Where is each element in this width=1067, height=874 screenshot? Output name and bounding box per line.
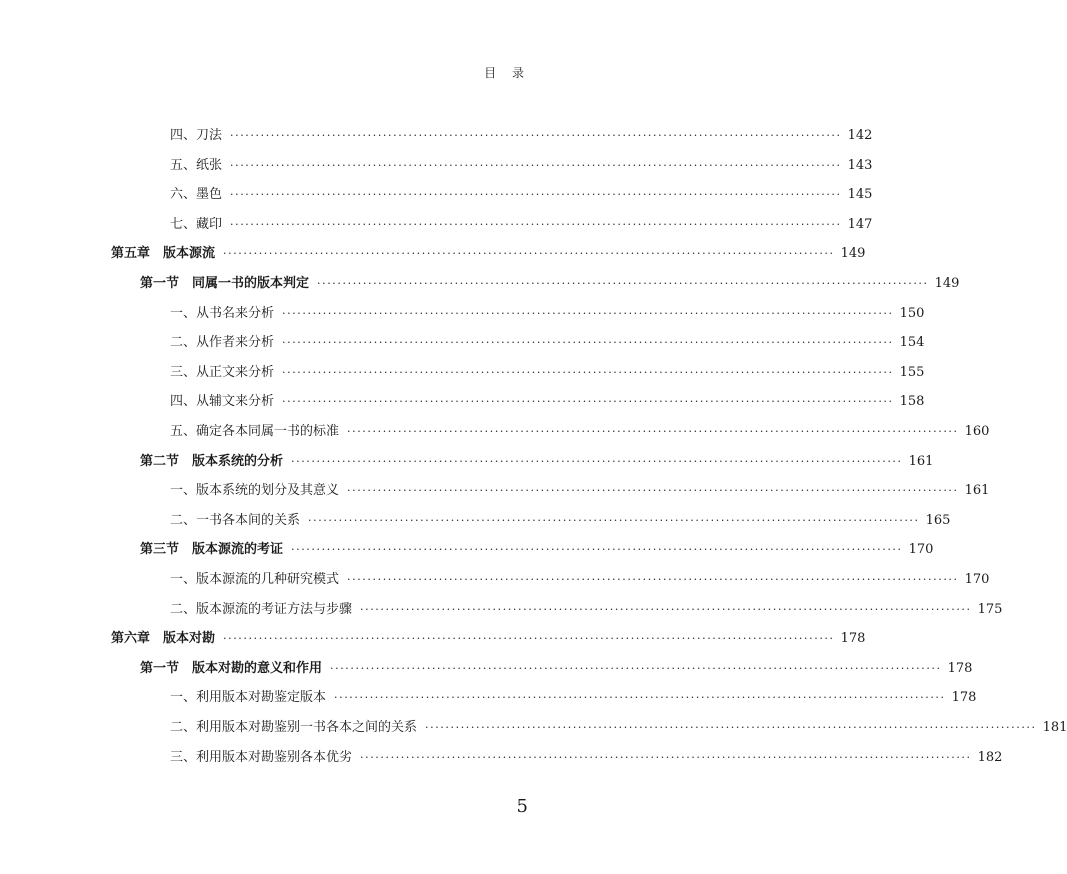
toc-entry-item xyxy=(0,481,990,501)
toc-entry-chapter xyxy=(0,244,866,264)
dot-leader: ························································································································ xyxy=(347,573,959,586)
toc-entry-item xyxy=(0,511,951,531)
toc-entry-label: 二、利用版本对勘鉴别一书各本之间的关系 xyxy=(170,720,418,735)
toc-entry-page: 149 xyxy=(934,276,960,291)
toc-entry-section xyxy=(0,274,960,294)
toc-entry-page: 175 xyxy=(977,601,1003,617)
toc-entry-item xyxy=(0,718,1067,738)
dot-leader: ························································································································ xyxy=(317,277,929,290)
toc-entry-label: 二、从作者来分析 xyxy=(170,335,275,351)
toc-entry-page: 161 xyxy=(908,453,934,469)
toc-entry-label: 第六章 版本对勘 xyxy=(111,631,216,647)
toc-entry-item xyxy=(0,126,873,146)
toc-entry-section xyxy=(0,659,973,679)
dot-leader: ························································································································ xyxy=(282,365,894,379)
toc-entry-page: 158 xyxy=(899,394,925,410)
dot-leader: ························································································································ xyxy=(425,721,1037,734)
dot-leader: ························································································································ xyxy=(291,543,903,557)
toc-entry-page: 155 xyxy=(899,364,925,380)
toc-entry-page: 149 xyxy=(840,246,866,262)
running-header: 目 录 xyxy=(484,66,530,80)
toc-entry-label: 二、版本源流的考证方法与步骤 xyxy=(170,601,353,617)
toc-entry-page: 165 xyxy=(925,512,951,528)
toc-entry-item xyxy=(0,215,873,235)
toc-entry-item xyxy=(0,304,925,324)
toc-entry-label: 四、从辅文来分析 xyxy=(170,394,275,410)
dot-leader: ························································································································ xyxy=(291,454,903,468)
toc-entry-item xyxy=(0,748,1003,768)
toc-entry-label: 第一节 版本对勘的意义和作用 xyxy=(140,660,323,676)
toc-entry-item xyxy=(0,600,1003,620)
toc-entry-label: 一、利用版本对勘鉴定版本 xyxy=(170,690,327,706)
dot-leader: ························································································································ xyxy=(230,158,842,172)
toc-entry-page: 170 xyxy=(908,542,934,558)
toc-entry-item xyxy=(0,156,873,176)
toc-entry-label: 第二节 版本系统的分析 xyxy=(140,453,284,469)
toc-entry-label: 一、版本源流的几种研究模式 xyxy=(170,572,340,587)
dot-leader: ························································································································ xyxy=(282,395,894,409)
toc-entry-label: 五、纸张 xyxy=(170,157,223,173)
toc-entry-page: 150 xyxy=(899,305,925,321)
toc-entry-section xyxy=(0,452,934,472)
toc-entry-page: 178 xyxy=(951,690,977,706)
dot-leader: ························································································································ xyxy=(223,632,835,646)
toc-entry-label: 二、一书各本间的关系 xyxy=(170,512,301,528)
dot-leader: ························································································································ xyxy=(360,602,972,616)
toc-entry-page: 145 xyxy=(847,187,873,203)
toc-entry-page: 178 xyxy=(947,660,973,676)
toc-entry-label: 第三节 版本源流的考证 xyxy=(140,542,284,558)
toc-entry-label: 五、确定各本同属一书的标准 xyxy=(170,424,340,439)
toc-entry-label: 一、版本系统的划分及其意义 xyxy=(170,483,340,499)
toc-entry-item xyxy=(0,185,873,205)
toc-entry-page: 170 xyxy=(964,572,990,587)
toc-entry-item xyxy=(0,333,925,353)
dot-leader: ························································································································ xyxy=(282,306,894,320)
toc-entry-label: 三、从正文来分析 xyxy=(170,364,275,380)
toc-entry-label: 第一节 同属一书的版本判定 xyxy=(140,276,310,291)
toc-entry-label: 第五章 版本源流 xyxy=(111,246,216,262)
toc-entry-item xyxy=(0,570,990,590)
toc-entry-page: 178 xyxy=(840,631,866,647)
toc-entry-item xyxy=(0,363,925,383)
dot-leader: ························································································································ xyxy=(334,691,946,705)
dot-leader: ························································································································ xyxy=(230,188,842,202)
toc-entry-label: 七、藏印 xyxy=(170,216,223,232)
toc-entry-item xyxy=(0,392,925,412)
toc-entry-label: 三、利用版本对勘鉴别各本优劣 xyxy=(170,749,353,765)
page-number: 5 xyxy=(516,796,528,817)
dot-leader: ························································································································ xyxy=(360,750,972,764)
dot-leader: ························································································································ xyxy=(347,484,959,498)
toc-entry-page: 182 xyxy=(977,749,1003,765)
toc-entry-chapter xyxy=(0,629,866,649)
toc-entry-item xyxy=(0,688,977,708)
dot-leader: ························································································································ xyxy=(308,513,920,527)
dot-leader: ························································································································ xyxy=(230,217,842,231)
toc-entry-page: 142 xyxy=(847,128,873,143)
toc-entry-page: 147 xyxy=(847,216,873,232)
toc-entry-page: 161 xyxy=(964,483,990,499)
toc-entry-section xyxy=(0,540,934,560)
toc-entry-label: 一、从书名来分析 xyxy=(170,305,275,321)
toc-entry-label: 四、刀法 xyxy=(170,128,223,143)
dot-leader: ························································································································ xyxy=(330,661,942,675)
toc-entry-item xyxy=(0,422,990,442)
dot-leader: ························································································································ xyxy=(282,336,894,350)
toc-entry-page: 154 xyxy=(899,335,925,351)
dot-leader: ························································································································ xyxy=(223,247,835,261)
dot-leader: ························································································································ xyxy=(347,425,959,438)
dot-leader: ························································································································ xyxy=(230,129,842,142)
toc-entry-page: 143 xyxy=(847,157,873,173)
toc-entry-page: 160 xyxy=(964,424,990,439)
toc-entry-label: 六、墨色 xyxy=(170,187,223,203)
toc-entry-page: 181 xyxy=(1042,720,1067,735)
